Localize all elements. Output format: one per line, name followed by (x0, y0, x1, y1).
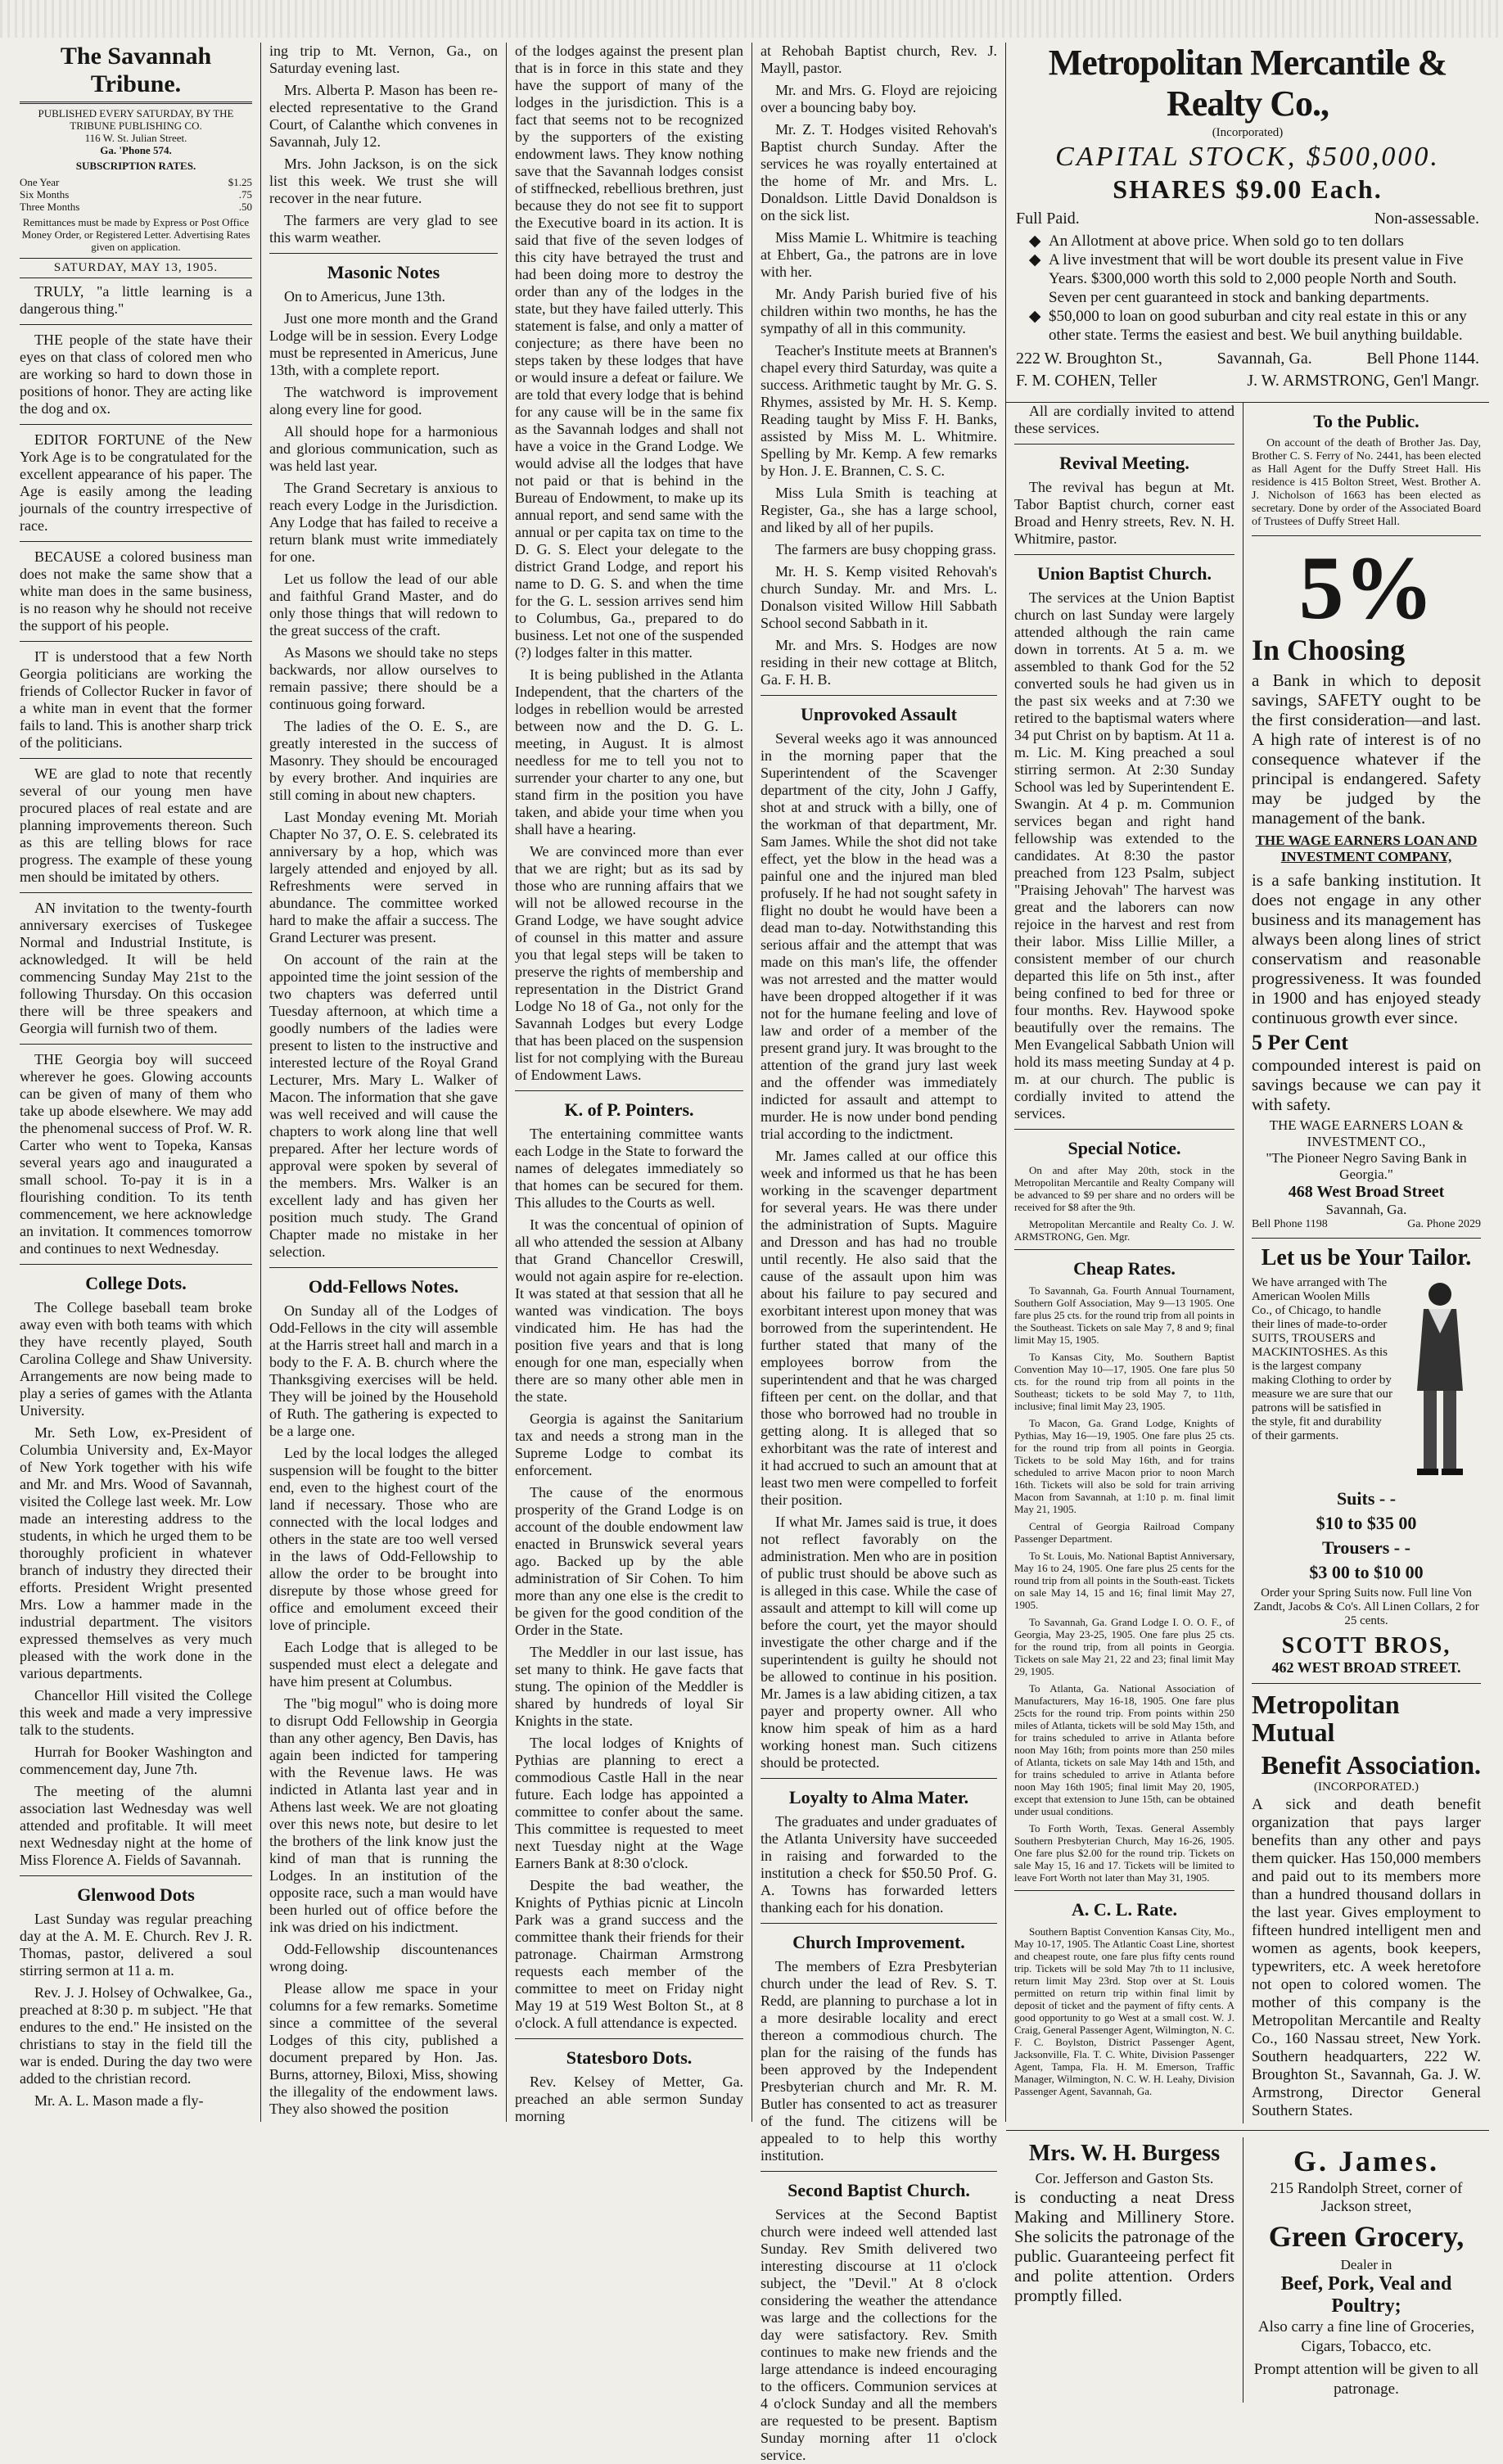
bank-slogan: "The Pioneer Negro Saving Bank in Georgia." (1266, 1150, 1467, 1182)
article-heading: Church Improvement. (792, 1932, 965, 1952)
article-paragraph: Services at the Second Baptist church were indeed well attended last Sunday. Rev Smith delivered two interesting discourse at 11 o'clock subject, the "Devil." At 8 o'clock considering the weather the attendance was large and the collections for the day were satisfactory. Rev. Smith continues to make new friends and the large attendance is indeed encouraging to the officers. Communion services at 4 o'clock Sunday and all the members are requested to be present. Baptism Sunday morning after 11 o'clock service. (761, 2206, 997, 2463)
article-paragraph: EDITOR FORTUNE of the New York Age is to be congratulated for the excellent appearance of his paper. The Age is easily among the leading journals of the country irrespective of race. (20, 431, 252, 534)
column-2 (261, 43, 507, 2122)
article-paragraph: THE people of the state have their eyes on that class of colored men who are working so hard to down those in positions of honor. They are acting like the dog and ox. (20, 332, 252, 417)
article-paragraph: Mrs. Alberta P. Mason has been re-elected representative to the Grand Court, of Calanthe which convenes in Savannah, July 12. (269, 82, 498, 150)
tailor-firm: SCOTT BROS, (1281, 1633, 1451, 1658)
page-top-edge (0, 0, 1503, 38)
column-rule (20, 324, 252, 325)
gentleman-figure-icon (1399, 1276, 1481, 1485)
article-paragraph: Led by the local lodges the alleged suspension will be fought to the bitter end, even to the highest court of the land if necessary. Those who are connected with the local lodges and others in the state are too well versed in the laws of Odd-Fellowship to allow the order to be brought into disrepute by those whose greed for office and emolument exceed their love of principle. (269, 1445, 498, 1633)
column-rule (761, 2171, 997, 2172)
james-heading: Green Grocery, (1268, 2220, 1465, 2253)
article-paragraph: As Masons we should take no steps backwards, nor allow ourselves to remain passive; there should be a continuous going forward. (269, 644, 498, 712)
publisher-line: PUBLISHED EVERY SATURDAY, BY THE TRIBUNE PUBLISHING CO. (38, 107, 234, 132)
article-paragraph: Mr. Z. T. Hodges visited Rehovah's Baptist church Sunday. After the services he was royally entertained at the home of Mr. and Mrs. L. Donaldson. Little David Donaldson is on the sick list. (761, 121, 997, 223)
metro-point: ◆ $50,000 to loan on good suburban and city real estate in this or any other state. Terms the easiest and best. We buil anything buildable. (1049, 307, 1479, 345)
metro-incorporated: (Incorporated) (1212, 126, 1284, 139)
rates-note: Remittances must be made by Express or Post Office Money Order, or Registered Letter. Advertising Rates given on application. (21, 216, 250, 253)
metro-point: ◆ A live investment that will be wort double its present value in Five Years. $300,000 worth this sold to 2,000 people North and South. Seven per cent guaranteed in stock and banking departments. (1049, 250, 1479, 307)
article-paragraph: Mr. Andy Parish buried five of his children within two months, he has the sympathy of all in this community. (761, 286, 997, 336)
mmba-title-2: Benefit Association. (1261, 1750, 1481, 1780)
percent-heading: 5 Per Cent (1252, 1031, 1348, 1054)
article-paragraph: The members of Ezra Presbyterian church under the lead of Rev. S. T. Redd, are planning to purchase a lot in a more desirable locality and erect thereon a commodious church. The plan for the raising of the funds has been approved by the Independent Presbyterian church and Mr. R. M. Butler has consented to act as treasurer of the fund. The citizens will be appealed to to help this worthy institution. (761, 1958, 997, 2164)
article-heading: Union Baptist Church. (1037, 563, 1212, 584)
article-heading: Unprovoked Assault (801, 704, 957, 724)
article-paragraph: Mr. and Mrs. G. Floyd are rejoicing over a bouncing baby boy. (761, 82, 997, 115)
article-paragraph: On to Americus, June 13th. (284, 288, 445, 305)
column-rule (269, 1267, 498, 1268)
column-rule (20, 541, 252, 542)
article-heading: Statesboro Dots. (566, 2047, 693, 2068)
article-paragraph: The farmers are busy chopping grass. (775, 541, 996, 557)
column-rule (1014, 1249, 1234, 1250)
bank-phones: Bell Phone 1198 Ga. Phone 2029 (1252, 1218, 1481, 1230)
tailor-body: We have arranged with The American Woolen Mills Co., of Chicago, to handle their lines of made-to-order SUITS, TROUSERS and MACKINTOSHES. As this is the largest company making Clothing to order by measure we are sure that our patrons will be satisfied in the style, fit and durability of their garments. (1252, 1276, 1393, 1442)
article-paragraph: THE Georgia boy will succeed wherever he goes. Glowing accounts can be given of many of them who take up abode elsewhere. We may add the phenomenal success of Prof. W. R. Carter who went to Topeka, Kansas several years ago and inaugurated a small school. To-pay it is in a flourishing condition. To its tenth commencement, we here acknowledge an invitation. It commences tomorrow and continues to next Wednesday. (20, 1051, 252, 1257)
right-subcolumn-left (1006, 403, 1243, 2123)
public-notice-heading: To the Public. (1313, 411, 1420, 431)
column-4-body (761, 43, 997, 2464)
article-paragraph: Miss Lula Smith is teaching at Register, Ga., she has a large school, and liked by all of her pupils. (761, 485, 997, 535)
column-rule (761, 1923, 997, 1924)
subscription-rates (20, 176, 252, 213)
suits-label: Suits - - (1336, 1488, 1397, 1509)
article-paragraph: Just one more month and the Grand Lodge will be in session. Every Lodge must be represented in Americus, June 13th, with a complete report. (269, 310, 498, 378)
article-paragraph: IT is understood that a few North Georgia politicians are working the friends of Collector Rucker in favor of a white man in event that the former fails to land. This is another sharp trick of the politicians. (20, 648, 252, 751)
article-paragraph: The "big mogul" who is doing more to disrupt Odd Fellowship in Georgia than any other agency, Ben Davis, has again been indicted for tampering with the Revenue laws. He was indicted in Atlanta last year and in Athens last week. We are not gloating over this news note, but desire to let the brothers of the link know just the kind of man that is running the Lodges. In an institution of the opposite race, such a man would have been hurled out of office before the ink was dried on his indictment. (269, 1695, 498, 1935)
column-2-body (269, 43, 498, 2118)
article-paragraph: Central of Georgia Railroad Company Passenger Department. (1014, 1520, 1234, 1545)
article-paragraph: Several weeks ago it was announced in the morning paper that the Superintendent of the Scavenger department of the city, John J Gaffy, shot at and struck with a billy, one of the workman of that department, Mr. Sam James. While the shot did not take effect, yet the blow in the head was a painful one and the injured man bled profusely. If he had not sought safety in flight no doubt he would have been a dead man to-day. Notwithstanding this serious affair and the attempt that was made on this man's life, the offender was not arrested and the matter would have been dropped altogether if it was not for the humane feeling and love of law and order of a member of the present grand jury. It was brought to the attention of the grand jury last week and the offender was immediately indicted for assault and attempt to murder. He is now under bond pending trial according to the indictment. (761, 730, 997, 1142)
article-paragraph: The revival has begun at Mt. Tabor Baptist church, corner east Broad and Henry streets, Rev. N. H. Whitmire, pastor. (1014, 479, 1234, 547)
tailor-order: Order your Spring Suits now. Full line Von Zandt, Jacobs & Co's. All Linen Collars, 2 for 25 cents. (1253, 1586, 1479, 1627)
article-paragraph: To Atlanta, Ga. National Association of Manufacturers, May 16-18, 1905. One fare plus 25cts for the round trip. From points within 250 miles of Atlanta, tickets will be sold May 15th, and for trains scheduled to arrive in Atlanta before noon May 16th; from points more than 250 miles of Atlanta, tickets on sale May 14th and 15th, and for trains scheduled to arrive in Atlanta before noon May 16th 1905; final limit May 20, 1905, except that extension to June 15th, can be obtained under usual conditions. (1014, 1682, 1234, 1817)
article-paragraph: Please allow me space in your columns for a few remarks. Sometime since a committee of the several Lodges of this city, published a document prepared by Hon. Jas. Burns, attorney, Biloxi, Miss, showing the illegality of the endowment laws. They also showed the position (269, 1980, 498, 2117)
article-paragraph: The ladies of the O. E. S., are greatly interested in the success of Masonry. They should be encouraged by every brother. And inquiries are still coming in about new chapters. (269, 718, 498, 803)
column-rule (1014, 1129, 1234, 1130)
publisher-phone: Ga. 'Phone 574. (100, 144, 172, 156)
article-heading: Odd-Fellows Notes. (308, 1276, 459, 1297)
article-paragraph: BECAUSE a colored business man does not make the same show that a white man does in the same business, is no reason why he should not receive the support of his people. (20, 548, 252, 634)
column-rule (1014, 554, 1234, 555)
tailor-address: 462 WEST BROAD STREET. (1271, 1659, 1461, 1676)
article-paragraph: To Macon, Ga. Grand Lodge, Knights of Pythias, May 16—19, 1905. One fare plus 25 cts. for the round trip from all points in Georgia. Tickets to be sold May 16th, and for trains scheduled to arrive Macon prior to noon March 16th. Tickets will also be sold for train arriving Macon from Savannah, at 1:10 p. m. final limit May 21, 1905. (1014, 1417, 1234, 1515)
article-paragraph: The Grand Secretary is anxious to reach every Lodge in the Jurisdiction. Any Lodge that has failed to receive a return blank must write immediately for one. (269, 480, 498, 565)
article-paragraph: Let us follow the lead of our able and faithful Grand Master, and do only those things that will redown to the great success of the craft. (269, 571, 498, 639)
article-heading: Second Baptist Church. (788, 2180, 970, 2200)
article-paragraph: Southern Baptist Convention Kansas City, Mo., May 10-17, 1905. The Atlantic Coast Line, shortest and cheapest route, one fare plus fifty cents round trip. Tickets will be sold May 7th to 11 inclusive, return limit May 23rd. Stop over at St. Louis permitted on return trip within final limit by deposit of ticket and the payment of fifty cents. A good opportunity to go West at a small cost. W. J. Craig, General Passenger Agent, Wilmington, N. C. F. C. Boylston, District Passenger Agent, Jacksonville, Fla. T. C. White, Division Passenger Agent, Tampa, Fla. H. M. Emerson, Traffic Manager, Wilmington, N. C. W. H. Leahy, Division Passenger Agent, Savannah, Ga. (1014, 1925, 1234, 2097)
column-3 (507, 43, 752, 2122)
article-paragraph: Hurrah for Booker Washington and commencement day, June 7th. (20, 1744, 252, 1777)
bank-company: THE WAGE EARNERS LOAN & INVESTMENT CO., (1269, 1117, 1464, 1149)
james-goods: Beef, Pork, Veal and Poultry; (1280, 2273, 1452, 2317)
column-rule (20, 758, 252, 759)
rate-row: Six Months .75 (20, 188, 252, 201)
article-paragraph: To St. Louis, Mo. National Baptist Anniversary, May 16 to 24, 1905. One fare plus 25 cents for the round trip from all points in the South-east. Tickets on sale May 14, 15 and 16; final limit May 27, 1905. (1014, 1550, 1234, 1611)
column-rule (1014, 1890, 1234, 1891)
article-paragraph: To Forth Worth, Texas. General Assembly Southern Presbyterian Church, May 16-26, 1905. One fare plus $2.00 for the round trip. Tickets on sale May 15, 16 and 17. Tickets will be limited to leave Fort Worth not later than May 31, 1905. (1014, 1822, 1234, 1884)
article-heading: K. of P. Pointers. (564, 1099, 694, 1120)
metro-address-row: 222 W. Broughton St., Savannah, Ga. Bell Phone 1144. (1016, 350, 1479, 368)
article-paragraph: Rev. J. J. Holsey of Ochwalkee, Ga., preached at 8:30 p. m subject. "He that endures to the end." He insisted on the christians to stay in the field till the war is ended. During the day two were added to the christian record. (20, 1984, 252, 2087)
column-rule (20, 1044, 252, 1045)
mmba-title-1: Metropolitan Mutual (1252, 1690, 1400, 1747)
mmba-body: A sick and death benefit organization that pays larger benefits than any other and pays them quicker. Has 150,000 members and paid out to its members more than a hundred thousand dollars in the last year. Gives employment to fifteen hundred intelligent men and women as agents, book keepers, typewriters, etc. A week heretofore not open to colored women. The mother of this company is the Metropolitan Mercantile and Realty Co., 160 Nassau street, New York. Southern headquarters, 222 W. Broughton St., Savannah, Ga. J. W. Armstrong, Director General Southern States. (1252, 1796, 1481, 2119)
trousers-price: $3 00 to $10 00 (1309, 1562, 1424, 1582)
rate-row: Three Months .50 (20, 201, 252, 213)
james-name: G. James. (1293, 2145, 1439, 2177)
article-paragraph: We are convinced more than ever that we are right; but as its sad by those who are running affairs that we will not be allowed recourse in the Grand Lodge, we have sought advice of counsel in this matter and assure you that legal steps will be taken to preserve the rights of membership and representation in the District Grand Lodge No 18 of Ga., not only for the Savannah Lodges but every Lodge that has been placed on the suspension list for not complying with the Bureau of Endowment Laws. (515, 843, 743, 1083)
right-subcolumn-right (1243, 403, 1489, 2123)
article-paragraph: Odd-Fellowship discountenances wrong doing. (269, 1941, 498, 1974)
article-paragraph: If what Mr. James said is true, it does not reflect favorably on the administration. Men who are in position of public trust should be above such as is alleged in this case. While the case of assault and attempt to kill will come up before the court, yet the mayor should investigate the other charge and if the superintendent is guilty he should not be allowed to continue in his position. Mr. James is a law abiding citizen, a tax payer and property owner. All who know him speak of him as a hard working honest man. Such citizens should be protected. (761, 1514, 997, 1771)
bank-rate: 5% (1298, 538, 1434, 638)
article-paragraph: It is being published in the Atlanta Independent, that the charters of the lodges in rebellion would be arrested between now and the D. G. L. meeting, in August. It is almost needless for me to tell you not to surrender your charter to any one, but stand firm in the position you have taken, and abide your time when you shall have a hearing. (515, 666, 743, 837)
tailor-ad (1252, 1276, 1481, 1485)
article-paragraph: All are cordially invited to attend these services. (1014, 403, 1234, 436)
article-paragraph: Mrs. John Jackson, is on the sick list this week. We trust she will recover in the near future. (269, 156, 498, 206)
metropolitan-mercantile-ad (1006, 43, 1489, 403)
james-body: Also carry a fine line of Groceries, Cigars, Tobacco, etc. (1257, 2318, 1475, 2355)
article-paragraph: The entertaining committee wants each Lodge in the State to forward the names of delegates immediately so that homes can be secured for them. This alludes to the Courts as well. (515, 1126, 743, 1211)
james-ad (1243, 2137, 1489, 2403)
article-paragraph: Mr. and Mrs. S. Hodges are now residing in their new cottage at Blitch, Ga. F. H. B. (761, 637, 997, 688)
trousers-label: Trousers - - (1322, 1537, 1410, 1558)
public-notice-body: On account of the death of Brother Jas. Day, Brother C. S. Ferry of No. 2441, has been elected as Hall Agent for the Duffy Street Hall. His residence is 415 Bolton Street, West. Brother A. J. Nicholson of 1663 has been elected as secretary. Done by order of the Associated Board of Trustees of Duffy Street Hall. (1252, 437, 1481, 528)
article-heading: College Dots. (85, 1273, 187, 1293)
column-1 (11, 43, 261, 2122)
article-paragraph: To Savannah, Ga. Fourth Annual Tournament, Southern Golf Association, May 9—13 1905. One fare plus 25 cts. for the round trip from all points in the Southeast. Tickets on sale May 7, 8 and 9; final limit May 15, 1905. (1014, 1284, 1234, 1346)
column-rule (761, 695, 997, 696)
article-paragraph: The College baseball team broke away even with both teams with which they have recently played, South Carolina College and Shaw University. Arrangements are now being made to play a series of games with the Atlanta University. (20, 1299, 252, 1419)
article-paragraph: The Meddler in our last issue, has set many to think. He gave facts that stung. The opinion of the Meddler is shared by hundreds of loyal Sir Knights in the state. (515, 1644, 743, 1729)
james-dealer: Dealer in (1340, 2257, 1392, 2272)
burgess-body: is conducting a neat Dress Making and Millinery Store. She solicits the patronage of the public. Guaranteeing perfect fit and polite attention. Orders promptly filled. (1014, 2187, 1234, 2305)
article-paragraph: of the lodges against the present plan that is in force in this state and they have the support of many of the lodges in the jurisdiction. This is a fact that seems not to be recognized by the supporters of the existing endowment laws. They know nothing save that the Savannah lodges consist of stiffnecked, rebellious brethren, just because they do not see fit to support the Executive board in its action. It is said that five of the seven lodges of this city have betrayed the trust and had been doing more to destroy the order than any of the lodges in the state, but they have failed utterly. This statement is false, and only a matter of conjecture; as there have been no steps taken by these lodges that have or would insure a defeat or failure. We are told that every lodge that is behind for any cause will be in the same fix as the Savannah lodges and shall not have a voice in the Grand Lodge. We would advise all the lodges that have not paid or that is behind in the Bureau of Endowment, to make up its annual report, and send same with the annual or per capita tax on time to the D. G. S. Elect your delegate to the district Grand Lodge, and report his name to D. G. S. and when the time for the G. L. session arrives send him to Columbus, Ga., prepared to do business. Let not one of the suspended (?) lodges falter in this matter. (515, 43, 743, 661)
article-paragraph: To Savannah, Ga. Grand Lodge I. O. O. F., of Georgia, May 23-25, 1905. One fare plus 25 cts. for the round trip, from all points in Georgia. Tickets on sale May 21, 22 and 23; final limit May 29, 1905. (1014, 1616, 1234, 1677)
tailor-heading: Let us be Your Tailor. (1261, 1245, 1472, 1270)
article-paragraph: The meeting of the alumni association last Wednesday was well attended and profitable. It will meet next Wednesday night at the home of Miss Florence A. Fields of Savannah. (20, 1783, 252, 1868)
bottom-ads (1006, 2137, 1489, 2403)
burgess-ad (1006, 2137, 1243, 2403)
article-paragraph: On account of the rain at the appointed time the joint session of the two chapters was deferred until Tuesday afternoon, at which time a goodly numbers of the ladies were present to listen to the instructive and interested lecture of the Royal Grand Lecturer, Mrs. Mary L. Walker of Macon. The information that she gave was well received and will cause the chapters to work along line that well prepared. After her lecture words of approval were spoken by several of the members. Mrs. Walker is an excellent lady and has given her position much study. The Grand Chapter made no mistake in her selection. (269, 951, 498, 1260)
article-paragraph: All should hope for a harmonious and glorious communication, such as was held last year. (269, 423, 498, 474)
article-paragraph: WE are glad to note that recently several of our young men have procured places of real estate and are planning improvements thereon. Such as this are telling blows for race progress. The example of these young men should be imitated by others. (20, 765, 252, 885)
column-4 (752, 43, 1006, 2463)
column-1-body (20, 283, 252, 2110)
bank-heading: In Choosing (1252, 634, 1406, 666)
article-paragraph: The watchword is improvement along every line for good. (269, 384, 498, 417)
article-paragraph: Mr. Seth Low, ex-President of Columbia University and, Ex-Mayor of New York together with his wife and Mr. and Mrs. Wood of Savannah, visited the College last week. Mr. Low made an interesting address to the students, in which he urged them to be thoroughly proficient in whatever branch of industry they directed their efforts. President Wright presented Mrs. Low a hammer made in the industrial department. The visitors expressed themselves as very much pleased with the work done in the various departments. (20, 1424, 252, 1681)
bank-street: 468 West Broad Street (1288, 1183, 1445, 1201)
article-paragraph: Last Monday evening Mt. Moriah Chapter No 37, O. E. S. celebrated its anniversary by a hop, which was largely attended and enjoyed by all. Refreshments were served in abundance. The committee worked hard to make the affair a success. The Grand Lecturer was present. (269, 809, 498, 945)
bank-body: a Bank in which to deposit savings, SAFETY ought to be the first consideration—and last. A high rate of interest is of no consequence whatever if the principal is endangered. Safety may be judged by the management of the bank. (1252, 670, 1481, 828)
issue-date: SATURDAY, MAY 13, 1905. (20, 258, 252, 278)
column-3-body (515, 43, 743, 2125)
article-heading: A. C. L. Rate. (1072, 1899, 1177, 1920)
article-paragraph: ing trip to Mt. Vernon, Ga., on Saturday evening last. (269, 43, 498, 76)
mmba-incorporated: (INCORPORATED.) (1314, 1780, 1419, 1794)
bank-city: Savannah, Ga. (1325, 1202, 1407, 1217)
article-paragraph: Mr. James called at our office this week and informed us that he has been working in the scavenger department for several years. He was there under the administration of Supts. Maguire and Dresson and has had no trouble until recently. He also said that the cause of the assault upon him was about his failure to pay secured and exorbitant interest upon money that was borrowed from the superintendent. He further stated that many of the employees borrow from the superintendent and that he was charged fifteen per cent. on the dollar, and that those who borrowed had no trouble in getting along. It is alleged that so exhorbitant was the rate of interest and it had accrued to such an amount that at least two men were compelled to forfeit their position. (761, 1148, 997, 1508)
column-rule (20, 892, 252, 893)
article-heading: Special Notice. (1067, 1138, 1181, 1158)
article-paragraph: Mr. H. S. Kemp visited Rehovah's church Sunday. Mr. and Mrs. L. Donalson visited Willow Hill Sabbath School second Sabbath in it. (761, 563, 997, 631)
article-heading: Glenwood Dots (77, 1884, 195, 1905)
metro-capital: CAPITAL STOCK, $500,000. (1055, 142, 1440, 172)
metro-point: ◆ An Allotment at above price. When sold go to ten dollars (1049, 232, 1479, 250)
article-paragraph: Rev. Kelsey of Metter, Ga. preached an able sermon Sunday morning (515, 2074, 743, 2124)
bank-name: THE WAGE EARNERS LOAN AND INVESTMENT COMPANY, (1255, 833, 1478, 864)
right-advert-block (1006, 43, 1489, 2398)
burgess-address: Cor. Jefferson and Gaston Sts. (1035, 2170, 1214, 2186)
column-rule (20, 424, 252, 425)
article-paragraph: The services at the Union Baptist church on last Sunday were largely attended although the rain came down in torrents. At 5 a. m. we assembled to thank God for the 52 converted souls he had given us in the past six weeks and at 7:30 we retired to the baptismal waters where 34 put Christ on by baptism. At 11 a. m. Lic. M. King preached a soul stirring sermon. At 2:30 Sunday School was led by Superintendent E. Swangin. At 4 p. m. Communion services began and right hand fellowship was extended to the candidates. At 8:30 the pastor preached from 123 Psalm, subject "Praising Jehovah" The harvest was great and the laborers can now rejoice in the harvest and rest from their labor. Miss Lillie Miller, a consistent member of our church departed this life on 5th inst., after being confined to bed for three or four months. Rev. Haywood spoke beautifully over the remains. The Men Evangelical Sabbath Union will hold its mass meeting Sunday at 4 p. m. at our church. The public is cordially invited to attend the services. (1014, 589, 1234, 1121)
metro-points (1049, 232, 1479, 345)
article-paragraph: Teacher's Institute meets at Brannen's chapel every third Saturday, was quite a success. Arithmetic taught by Mr. G. S. Rhymes, assisted by Mr. H. S. Kemp. Reading taught by Miss F. H. Banks, assisted by Miss M. L. Whitmire. Spelling by Mr. Kemp. A few remarks by Hon. J. E. Brannen, C. S. C. (761, 342, 997, 479)
burgess-name: Mrs. W. H. Burgess (1028, 2141, 1221, 2166)
article-paragraph: Metropolitan Mercantile and Realty Co. J. W. ARMSTRONG, Gen. Mgr. (1014, 1218, 1234, 1243)
suits-price: $10 to $35 00 (1316, 1513, 1417, 1533)
article-paragraph: Last Sunday was regular preaching day at the A. M. E. Church. Rev J. R. Thomas, pastor, delivered a soul stirring sermon at 11 a. m. (20, 1911, 252, 1979)
article-paragraph: It was the concentual of opinion of all who attended the session at Albany that Grand Chancellor Creswill, would not again aspire for re-election. It was stated at that session that all he wanted was vindication. The boys vindicated him. He has had the position five years and that is long enough for one man, especially when there are so many other able men in the state. (515, 1216, 743, 1405)
metro-paid-row: Full Paid. Non-assessable. (1016, 210, 1479, 228)
article-paragraph: On Sunday all of the Lodges of Odd-Fellows in the city will assemble at the Harris street hall and march in a body to the F. A. B. church where the Thanksgiving exercises will be held. They will be joined by the Household of Ruth. The gathering is expected to be a large one. (269, 1302, 498, 1439)
article-paragraph: Each Lodge that is alleged to be suspended must elect a delegate and have him present at Columbus. (269, 1639, 498, 1690)
article-paragraph: Miss Mamie L. Whitmire is teaching at Ehbert, Ga., the patrons are in love with her. (761, 229, 997, 280)
article-paragraph: The local lodges of Knights of Pythias are planning to erect a commodious Castle Hall in the near future. Each lodge has appointed a committee to confer about the same. This committee is requested to meet next Tuesday night at the Wage Earners Bank at 8:30 o'clock. (515, 1735, 743, 1871)
column-rule (761, 1778, 997, 1779)
article-paragraph: Despite the bad weather, the Knights of Pythias picnic at Lincoln Park was a grand success and the committee thank their friends for their patronage. Chairman Armstrong requests each member of the committee to meet on Friday night May 19 at 519 West Bolton St., at 8 o'clock. A full attendance is expected. (515, 1877, 743, 2031)
bank-body-2: is a safe banking institution. It does not engage in any other business and its management has always been along lines of strict conservatism and reasonable progressiveness. It was founded in 1900 and has enjoyed steady continuous growth ever since. (1252, 870, 1481, 1027)
metro-officers-row: F. M. COHEN, Teller J. W. ARMSTRONG, Gen'l Mangr. (1016, 372, 1479, 390)
article-paragraph: On and after May 20th, stock in the Metropolitan Mercantile and Realty Company will be advanced to $9 per share and no orders will be received for $8 after the 9th. (1014, 1164, 1234, 1213)
rates-heading: SUBSCRIPTION RATES. (75, 160, 196, 172)
article-paragraph: at Rehobah Baptist church, Rev. J. Mayll, pastor. (761, 43, 997, 76)
article-paragraph: Mr. A. L. Mason made a fly- (34, 2092, 204, 2109)
article-paragraph: The farmers are very glad to see this warm weather. (269, 212, 498, 246)
masthead-title: The Savannah Tribune. (20, 43, 252, 104)
column-rule (20, 641, 252, 642)
column-rule (20, 1264, 252, 1265)
article-heading: Masonic Notes (327, 262, 440, 282)
rate-row: One Year $1.25 (20, 176, 252, 188)
metro-title: Metropolitan Mercantile & Realty Co., (1048, 43, 1447, 124)
column-rule (515, 1090, 743, 1091)
article-paragraph: The cause of the enormous prosperity of the Grand Lodge is on account of the double endowment law enacted in Brunswick several years ago. Backed up by the able administration of Sir Cohen. To him more than any one else is the credit to be given for the good condition of the Order in the State. (515, 1484, 743, 1638)
column-rule (515, 2038, 743, 2039)
article-paragraph: AN invitation to the twenty-fourth anniversary exercises of Tuskegee Normal and Industrial Institute, is acknowledged. It will be held commencing Sunday May 21st to the following Thursday. On this occasion there will be three speakers and Georgia will furnish two of them. (20, 900, 252, 1036)
article-paragraph: Chancellor Hill visited the College this week and made a very impressive talk to the students. (20, 1687, 252, 1738)
article-heading: Revival Meeting. (1059, 453, 1189, 473)
right-left-body (1014, 403, 1234, 2097)
right-subcolumns (1006, 403, 1489, 2123)
james-address: 215 Randolph Street, corner of Jackson street, (1270, 2180, 1463, 2215)
percent-body: compounded interest is paid on savings because we can pay it with safety. (1252, 1055, 1481, 1114)
james-tail: Prompt attention will be given to all patronage. (1253, 2361, 1479, 2398)
article-heading: Cheap Rates. (1073, 1258, 1176, 1279)
article-heading: Loyalty to Alma Mater. (788, 1787, 969, 1807)
column-rule (269, 253, 498, 254)
metro-shares: SHARES $9.00 Each. (1113, 174, 1383, 204)
publisher-address: 116 W. St. Julian Street. (84, 132, 187, 144)
column-rule (20, 1875, 252, 1876)
article-paragraph: TRULY, "a little learning is a dangerous thing." (20, 283, 252, 317)
article-paragraph: Georgia is against the Sanitarium tax and needs a strong man in the Supreme Lodge to combat its enforcement. (515, 1410, 743, 1478)
article-paragraph: To Kansas City, Mo. Southern Baptist Convention May 10—17, 1905. One fare plus 50 cts. for the round trip from all points in the Southeast; tickets to be sold May 7, to 11th, inclusive; final limit May 23, 1905. (1014, 1351, 1234, 1412)
column-rule (1014, 444, 1234, 445)
article-paragraph: The graduates and under graduates of the Atlanta University have succeeded in raising and forwarded to the institution a check for $50.50 Prof. G. A. Towns has forwarded letters thanking each for his donation. (761, 1813, 997, 1916)
